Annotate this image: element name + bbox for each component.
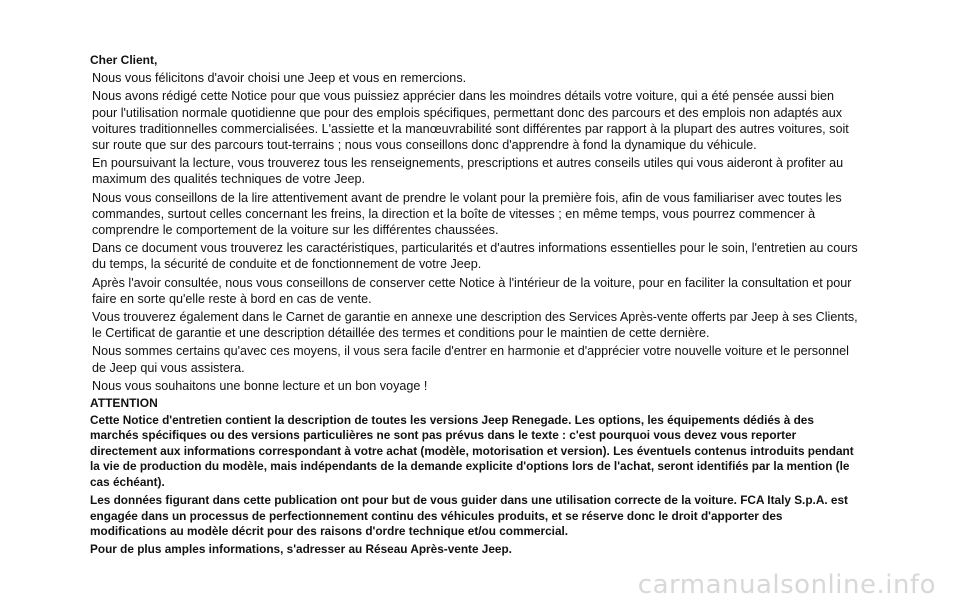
paragraph-harmony: Nous sommes certains qu'avec ces moyens, il vous sera facile d'entrer en harmonie et d'apprécier votre nouvelle voiture et le personnel de Jeep qui vous assistera. — [92, 344, 849, 375]
paragraph-advice: Nous vous conseillons de la lire attentivement avant de prendre le volant pour la première fois, afin de vous familiariser avec toutes les commandes, surtout celles concernant les freins, la direction et la boîte de vitesses ; en même temps, vous pourrez commencer à comprendre le comportement de la voiture sur les différentes chaussées. — [92, 190, 842, 238]
paragraph-keep-onboard: Après l'avoir consultée, nous vous conseillons de conserver cette Notice à l'intérieur de la voiture, pour en faciliter la consultation et pour faire en sorte qu'elle reste à bord en cas de vente. — [92, 275, 852, 306]
paragraph-contents: Dans ce document vous trouverez les caractéristiques, particularités et d'autres informations essentielles pour le soin, l'entretien au cours du temps, la sécurité de conduite et de fonctionnement de votre Jeep. — [92, 241, 858, 272]
document-body — [92, 52, 862, 561]
paragraph-reading: En poursuivant la lecture, vous trouverez tous les renseignements, prescriptions et autres conseils utiles qui vous aideront à profiter au maximum des qualités techniques de votre Jeep. — [92, 156, 844, 187]
paragraph-closing: Nous vous souhaitons une bonne lecture et un bon voyage ! — [92, 378, 428, 393]
attention-more-info: Pour de plus amples informations, s'adresser au Réseau Après-vente Jeep. — [90, 542, 512, 557]
paragraph-purpose: Nous avons rédigé cette Notice pour que vous puissiez apprécier dans les moindres détails votre voiture, qui a été pensée aussi bien pour l'utilisation normale quotidienne que pour des emplois spécifiques, permettant donc des parcours et des emplois non adaptés aux voitures traditionnelles commercialisées. L'assiette et la manœuvrabilité sont différentes par rapport à la plupart des autres voitures, soit sur route que sur des parcours tout-terrains ; nous vous conseillons donc d'apprendre à fond la dynamique du véhicule. — [92, 89, 849, 153]
attention-versions: Cette Notice d'entretien contient la description de toutes les versions Jeep Renegade. Les options, les équipements dédiés à des marchés spécifiques ou des versions particulières ne sont pas prévus dans le texte : c'est pourquoi vous devez vous reporter directement aux informations correspondant à votre achat (modèle, motorisation et version). Les éventuels contenus introduits pendant la vie de production du modèle, mais indépendants de la demande explicite d'options lors de l'achat, seront identifiés par la mention (le cas échéant). — [90, 413, 854, 489]
site-watermark: carmanualsonline.info — [637, 570, 936, 600]
paragraph-intro: Nous vous félicitons d'avoir choisi une Jeep et vous en remercions. — [92, 71, 467, 86]
salutation: Cher Client, — [90, 53, 158, 67]
paragraph-warranty: Vous trouverez également dans le Carnet de garantie en annexe une description des Services Après-vente offerts par Jeep à ses Clients, le Certificat de garantie et une description détaillée des termes et conditions pour le maintien de cette dernière. — [92, 310, 858, 341]
attention-data-disclaimer: Les données figurant dans cette publication ont pour but de vous guider dans une utilisation correcte de la voiture. FCA Italy S.p.A. est engagée dans un processus de perfectionnement continu des véhicules produits, et se réserve donc le droit d'apporter des modifications au modèle décrit pour des raisons d'ordre technique et/ou commercial. — [90, 493, 848, 538]
attention-heading: ATTENTION — [90, 396, 158, 411]
